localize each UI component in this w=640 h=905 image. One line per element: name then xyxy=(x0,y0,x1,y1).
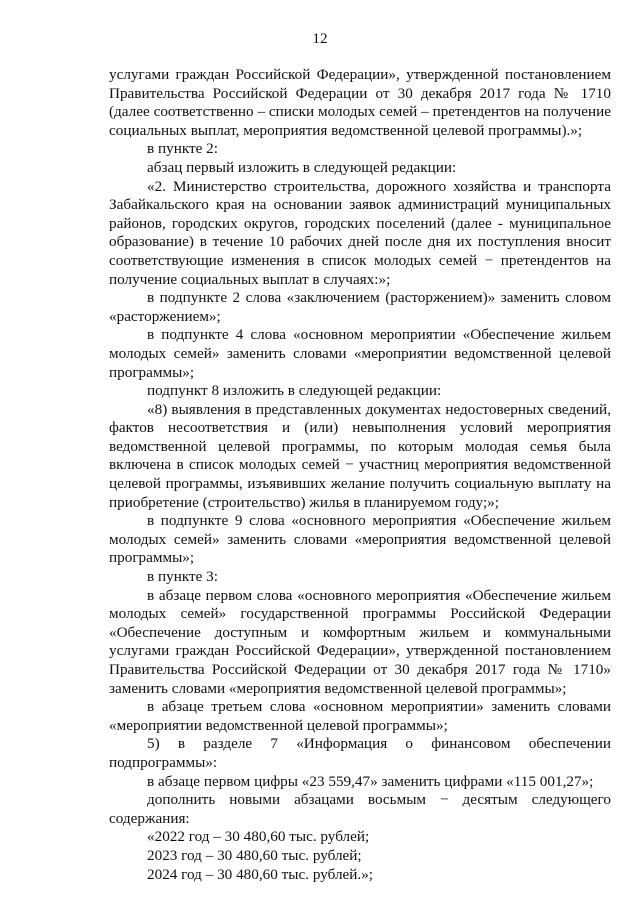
funding-year-line: «2022 год – 30 480,60 тыс. рублей; xyxy=(147,828,370,846)
paragraph: в подпункте 4 слова «основном мероприятии «Обеспечение жильем молодых семей» заменить словами «мероприятии ведомственной целевой программы»; xyxy=(109,326,611,381)
paragraph: в пункте 3: xyxy=(147,568,218,586)
funding-year-line: 2024 год – 30 480,60 тыс. рублей.»; xyxy=(147,865,374,883)
paragraph: услугами граждан Российской Федерации», утвержденной постановлением Правительства Российской Федерации от 30 декабря 2017 года № 1710 (далее соответственно – списки молодых семей – претендентов на получение социальных выплат, мероприятия ведомственной целевой программы).»; xyxy=(109,66,611,139)
paragraph: в абзаце первом цифры «23 559,47» заменить цифрами «115 001,27»; xyxy=(147,772,594,790)
paragraph: дополнить новыми абзацами восьмым − десятым следующего содержания: xyxy=(109,791,611,827)
page-number: 12 xyxy=(312,30,328,47)
paragraph: 5) в разделе 7 «Информация о финансовом обеспечении подпрограммы»: xyxy=(109,735,611,771)
document-body xyxy=(109,66,611,884)
paragraph: в подпункте 9 слова «основного мероприятия «Обеспечение жильем молодых семей» заменить словами «мероприятия ведомственной целевой программы»; xyxy=(109,512,611,567)
paragraph: «8) выявления в представленных документах недостоверных сведений, фактов несоответствия и (или) невыполнения условий мероприятия ведомственной целевой программы, по которым молодая семья была включена в список молодых семей − участниц мероприятия ведомственной целевой программы, изъявивших желание получить социальную выплату на приобретение (строительство) жилья в планируемом году;»; xyxy=(109,400,611,511)
paragraph: в абзаце первом слова «основного мероприятия «Обеспечение жильем молодых семей» государственной программы Российской Федерации «Обеспечение доступным и комфортным жильем и коммунальными услугами граждан Российской Федерации», утвержденной постановлением Правительства Российской Федерации от 30 декабря 2017 года № 1710» заменить словами «мероприятия ведомственной целевой программы»; xyxy=(109,586,611,697)
paragraph: подпункт 8 изложить в следующей редакции: xyxy=(147,382,442,400)
funding-year-line: 2023 год – 30 480,60 тыс. рублей; xyxy=(147,846,362,864)
paragraph: «2. Министерство строительства, дорожного хозяйства и транспорта Забайкальского края на основании заявок администраций муниципальных районов, городских округов, городских поселений (далее - муниципальное образование) в течение 10 рабочих дней после дня их поступления вносит соответствующие изменения в список молодых семей − претендентов на получение социальных выплат в случаях:»; xyxy=(109,177,611,288)
paragraph: в подпункте 2 слова «заключением (расторжением)» заменить словом «расторжением»; xyxy=(109,289,611,325)
paragraph: в абзаце третьем слова «основном мероприятии» заменить словами «мероприятии ведомственной целевой программы»; xyxy=(109,698,611,734)
paragraph: в пункте 2: xyxy=(147,140,218,158)
paragraph: абзац первый изложить в следующей редакции: xyxy=(147,158,457,176)
